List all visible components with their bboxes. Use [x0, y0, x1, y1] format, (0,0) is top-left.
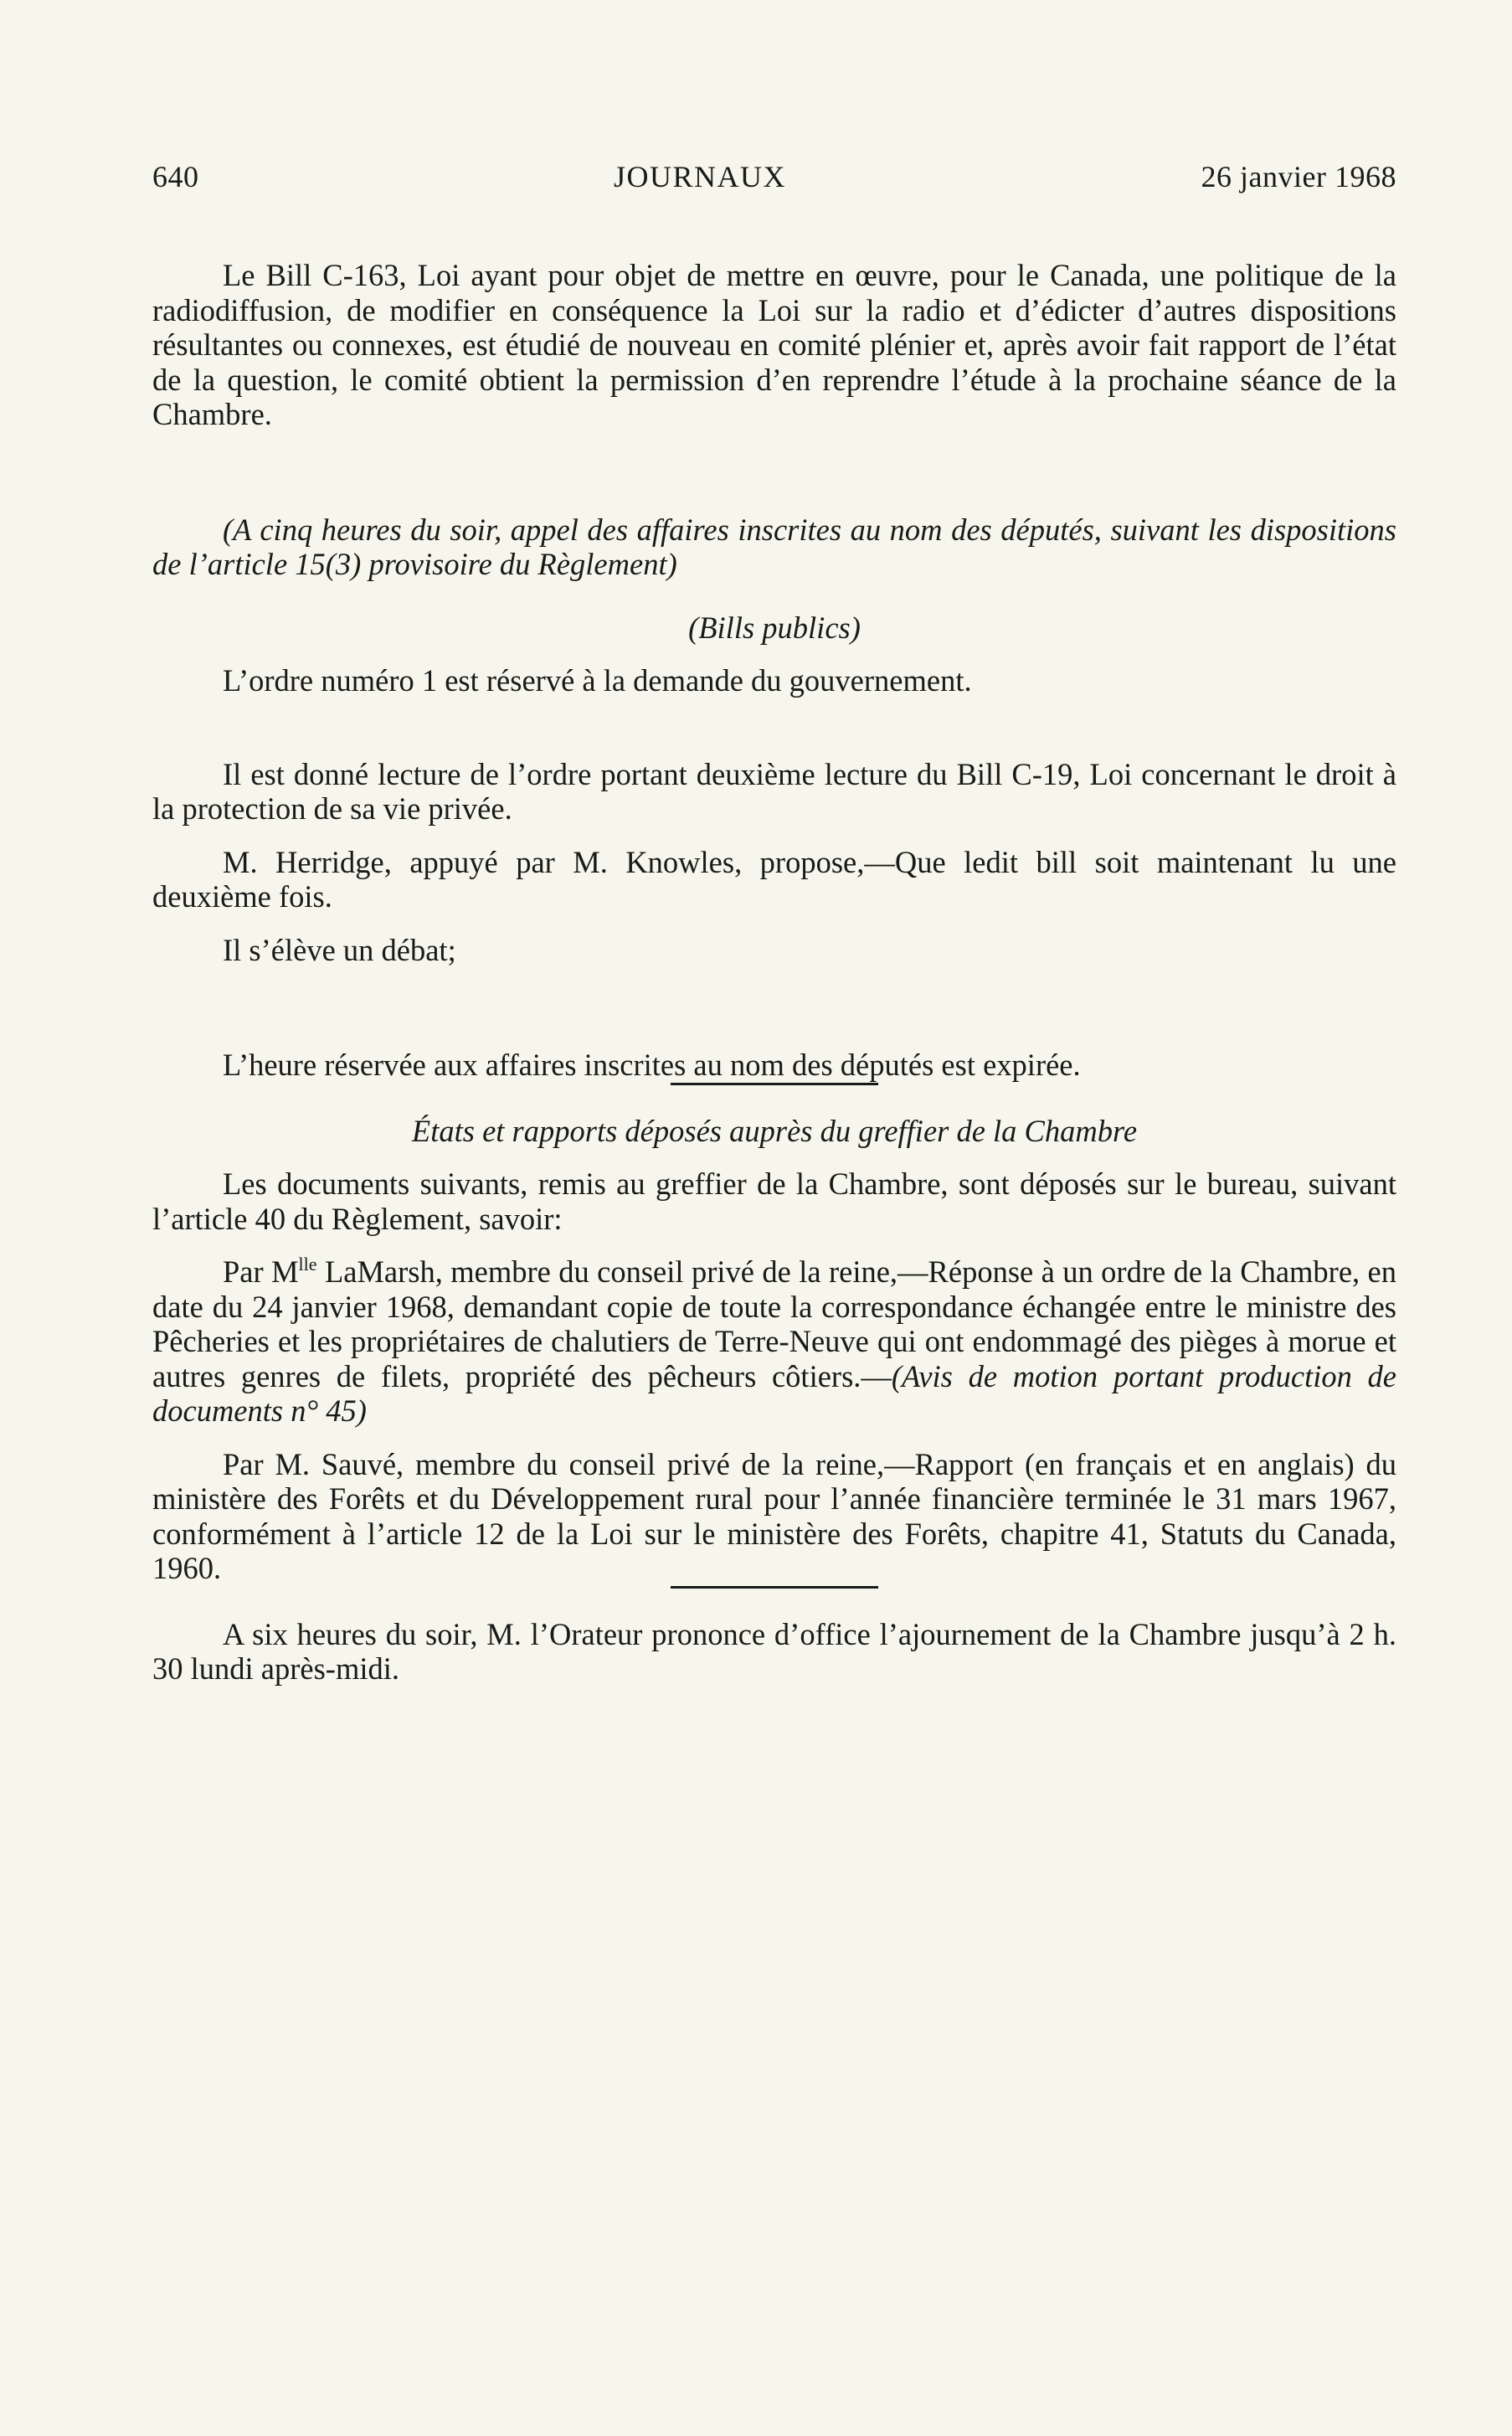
section-divider-rule [671, 1083, 878, 1085]
lamarsh-superscript: lle [298, 1254, 317, 1275]
paragraph-sauve-report: Par M. Sauvé, membre du conseil privé de la reine,—Rapport (en français et en anglais) du ministère des Forêts et du Développement rural pour l’année financière terminée le 31 mars 1967, conformément à l’article 12 de la Loi sur le ministère des Forêts, chapitre 41, Statuts du Canada, 1960. [152, 1446, 1396, 1585]
paragraph-bill-c19: Il est donné lecture de l’ordre portant deuxième lecture du Bill C-19, Loi concernant le droit à la protection de sa vie privée. [152, 756, 1396, 826]
paragraph-lamarsh-return [152, 1254, 1396, 1429]
paragraph-bill-c163: Le Bill C-163, Loi ayant pour objet de mettre en œuvre, pour le Canada, une politique de la radiodiffusion, de modifier en conséquence la Loi sur la radio et d’édicter d’autres dispositions résultantes ou connexes, est étudié de nouveau en comité plénier et, après avoir fait rapport de l’état de la question, le comité obtient la permission d’en reprendre l’étude à la prochaine séance de la Chambre. [152, 258, 1396, 431]
closing-divider-rule [671, 1586, 878, 1589]
paragraph-five-oclock-notice: (A cinq heures du soir, appel des affaires inscrites au nom des députés, suivant les dispositions de l’article 15(3) provisoire du Règlement) [152, 512, 1396, 581]
paragraph-herridge-motion: M. Herridge, appuyé par M. Knowles, propose,—Que ledit bill soit maintenant lu une deuxième fois. [152, 844, 1396, 914]
lamarsh-body: LaMarsh, membre du conseil privé de la reine,—Réponse à un ordre de la Chambre, en date du 24 janvier 1968, demandant copie de toute la correspondance échangée entre le ministre des Pêcheries et les propriétaires de chalutiers de Terre-Neuve qui ont endommagé des pièges à morue et autres genres de filets, propriété des pêcheurs côtiers.— [152, 1254, 1397, 1393]
paragraph-ajournement: A six heures du soir, M. l’Orateur prononce d’office l’ajournement de la Chambre jusqu’à 2 h. 30 lundi après-midi. [152, 1616, 1396, 1686]
heading-bills-publics: (Bills publics) [688, 610, 861, 645]
paragraph-documents-intro: Les documents suivants, remis au greffier de la Chambre, sont déposés sur le bureau, suivant l’article 40 du Règlement, savoir: [152, 1166, 1396, 1236]
page-date: 26 janvier 1968 [1201, 160, 1396, 193]
section-title: États et rapports déposés auprès du greffier de la Chambre [411, 1113, 1138, 1148]
page-number: 640 [152, 160, 199, 193]
journal-page [152, 159, 1396, 1687]
lamarsh-motion-note: (Avis de motion portant production de documents n° 45) [152, 1358, 1397, 1428]
journal-title: JOURNAUX [614, 160, 787, 193]
running-head [152, 159, 1396, 194]
lamarsh-prefix: Par M [223, 1254, 299, 1289]
paragraph-heure-expiree: L’heure réservée aux affaires inscrites au nom des députés est expirée. [223, 1048, 1081, 1082]
paragraph-ordre-numero-1: L’ordre numéro 1 est réservé à la demande du gouvernement. [223, 663, 972, 698]
paragraph-debat: Il s’élève un débat; [223, 932, 456, 967]
